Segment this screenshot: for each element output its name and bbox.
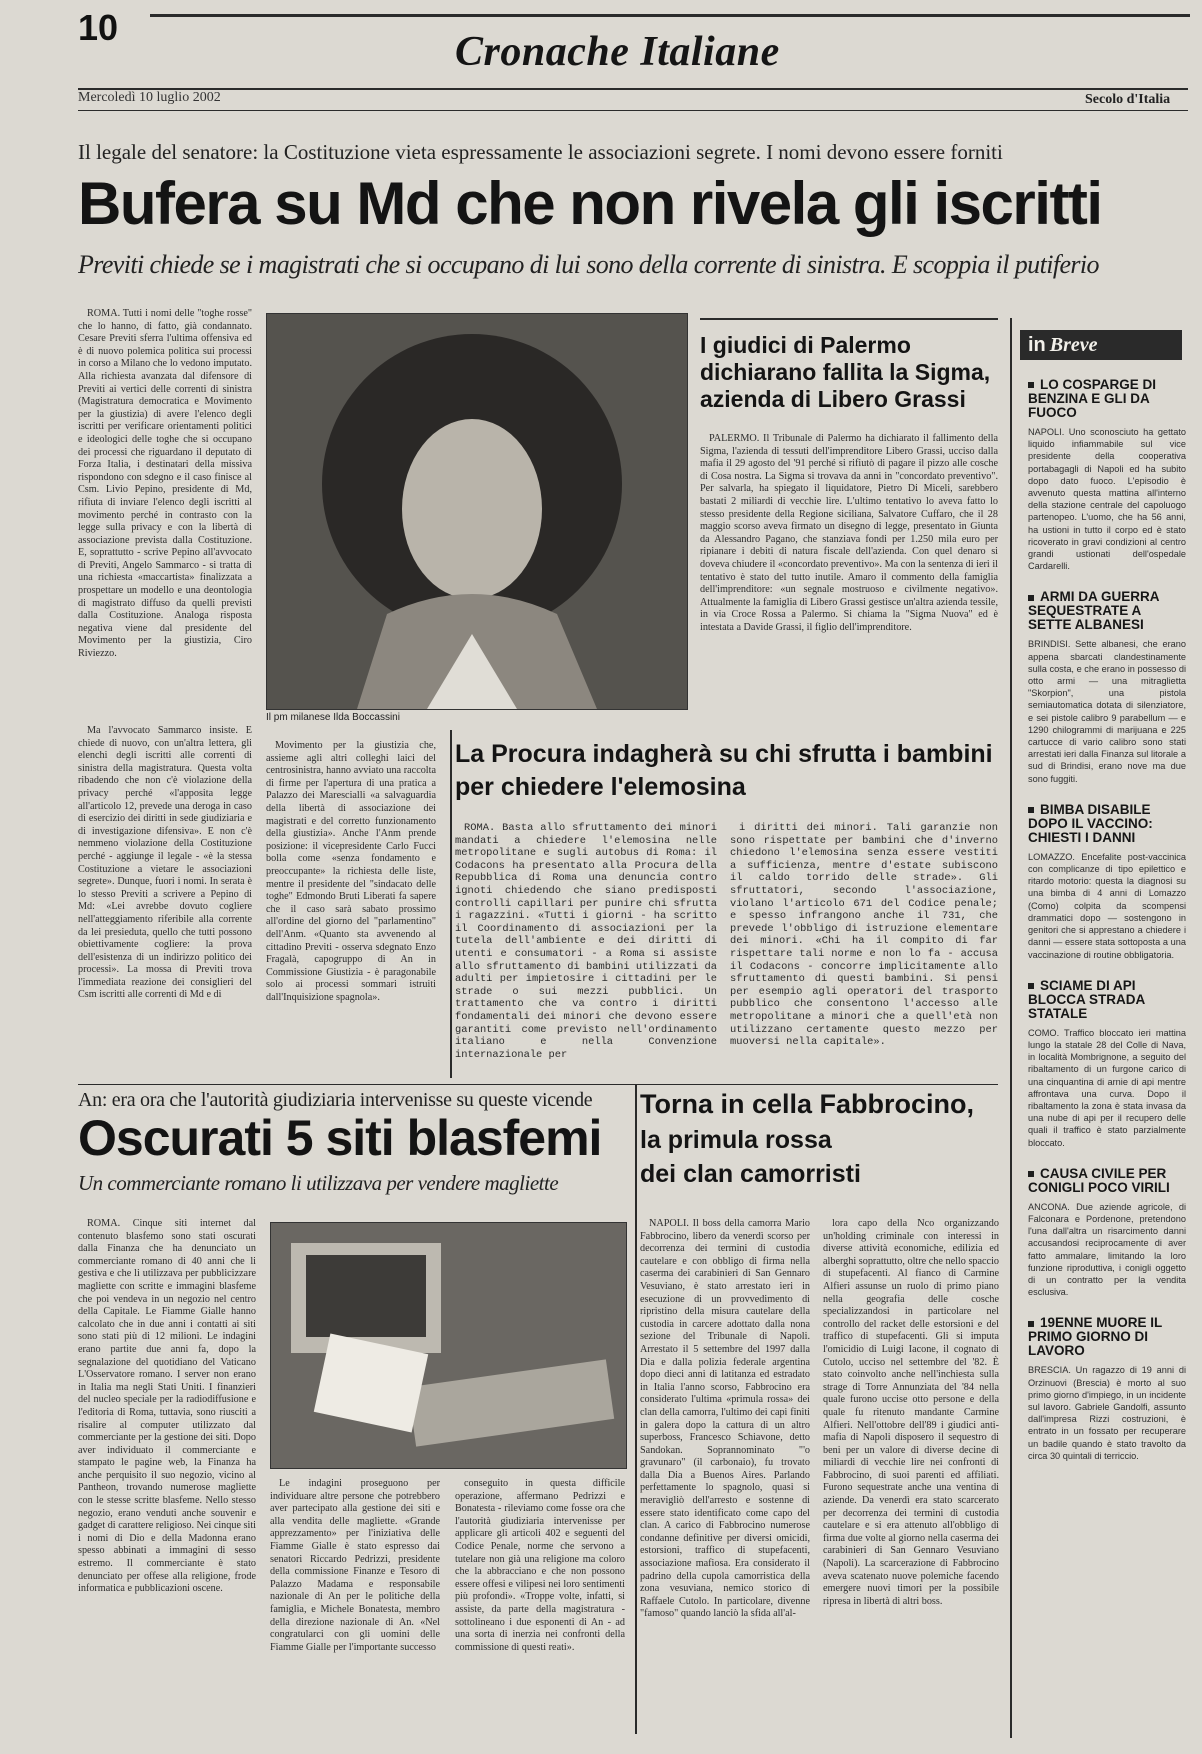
main-kicker: Il legale del senatore: la Costituzione vieta espressamente le associazioni segrete. I nomi devono essere forniti xyxy=(78,140,1003,164)
issue-date: Mercoledì 10 luglio 2002 xyxy=(78,90,221,105)
brief-title: LO COSPARGE DI BENZINA E GLI DA FUOCO xyxy=(1028,378,1157,420)
photo-caption: Il pm milanese Ilda Boccassini xyxy=(266,712,400,723)
main-col-2 xyxy=(78,725,252,1085)
brief-title: 19ENNE MUORE IL PRIMO GIORNO DI LAVORO xyxy=(1028,1315,1163,1359)
brief-item xyxy=(1028,590,1186,784)
in-breve-list xyxy=(1028,378,1186,1738)
bullet-icon xyxy=(1028,807,1034,813)
brief-body: LOMAZZO. Encefalite post-vaccinica con complicanze di tipo epilettico e ritardo motorio: questa la diagnosi su una bimba di 4 anni di Lomazzo (Como) colpita da scompensi drammatici dopo — sostengono in genitori che si apprestano a chiedere i danni — essere stata sottoposta a una vaccinazione di routine obbligatoria. xyxy=(1028,851,1186,960)
procura-col-2 xyxy=(730,822,998,1080)
palermo-body xyxy=(700,433,998,703)
procura-col-1-text: ROMA. Basta allo sfruttamento dei minori mandati a chiedere l'elemosina nelle metropolitane e sugli autobus di Roma: il Codacons ha presentato alla Procura della Repubblica di Roma una denuncia contro ignoti chiedendo che siano predisposti controlli capillari per punire chi sfrutta i ragazzini. «Tutti i giorni - ha scritto il Coordinamento di associazioni per la tutela dell'ambiente e dei diritti di utenti e consumatori - a Roma si assiste allo sfruttamento di bambini utilizzati da adulti per impietosire i cittadini per le strade o sui mezzi pubblici. Un trattamento che va contro i diritti fondamentali dei minori che devono essere garantiti come previsto nell'ordinamento italiano e nella Convenzione internazionale per xyxy=(455,822,717,1061)
fabbrocino-col-2 xyxy=(823,1218,999,1733)
main-col-3-text: Movimento per la giustizia che, assieme agli altri colleghi laici del centrosinistra, hanno avviato una raccolta di firme per l'apertura di una pratica a Palazzo dei Marescialli «a salvaguardia della libertà di associazione dei magistrati e del corretto funzionamento della giustizia». Anche l'Anm prende posizione: il vicepresidente Carlo Fucci bolla come «senza fondamento e preoccupante» la richiesta delle liste, mentre il presidente del "sindacato delle toghe" Edmondo Bruti Liberati fa sapere che il caso sarà sabato prossimo all'ordine del giorno del "parlamentino" dell'Anm. «Quanto sta avvenendo al cittadino Previti - osserva sdegnato Enzo Fragalà, capogruppo di An in Commissione Giustizia - è paragonabile solo ai processi sommari istruiti dall'Inquisizione spagnola». xyxy=(266,740,436,1003)
portrait-image xyxy=(267,314,687,709)
header-top-rule xyxy=(150,14,1190,17)
brief-body: NAPOLI. Uno sconosciuto ha gettato liquido infiammabile sul vice presidente della cooperativa portabagagli di Napoli ed ha subito dopo dato fuoco. L'episodio è avvenuto questa mattina all'interno della stazione centrale del capoluogo partenopeo. L'uomo, che ha 56 anni, ha ustioni in tutto il corpo ed è stato ricoverato in gravi condizioni al centro grandi ustionati dell'ospedale Cardarelli. xyxy=(1028,427,1186,572)
bullet-icon xyxy=(1028,1171,1034,1177)
brief-body: COMO. Traffico bloccato ieri mattina lungo la statale 28 del Colle di Nava, in località Mombrignone, a seguito del ribaltamento di un furgone carico di una cinquantina di arnie di api mentre affrontava una curva. Dopo il ribaltamento la zona è stata invasa da una nube di api per il recupero delle quali il traffico è stato parzialmente bloccato. xyxy=(1028,1027,1186,1148)
section-title: Cronache Italiane xyxy=(455,29,780,75)
siti-subhead: Un commerciante romano li utilizzava per vendere magliette xyxy=(78,1171,559,1195)
main-headline: Bufera su Md che non rivela gli iscritti xyxy=(78,170,1102,237)
in-breve-label-breve: Breve xyxy=(1049,334,1098,356)
brief-item xyxy=(1028,1316,1186,1462)
newspaper-name: Secolo d'Italia xyxy=(1085,92,1171,107)
brief-title: CAUSA CIVILE PER CONIGLI POCO VIRILI xyxy=(1028,1165,1170,1195)
siti-headline: Oscurati 5 siti blasfemi xyxy=(78,1110,602,1166)
header-bottom-rule xyxy=(78,110,1188,111)
procura-col-1 xyxy=(455,822,717,1080)
bullet-icon xyxy=(1028,595,1034,601)
brief-body: BRINDISI. Sette albanesi, che erano appena sbarcati clandestinamente sulla costa, e che erano in possesso di otto armi — una mitraglietta "Skorpion", una pistola semiautomatica dotata di silenziatore, e sei pistole calibro 9 parabellum — e 1290 chilogrammi di marijuana e 225 cartucce di vario calibro sono stati arrestati ieri dalla Finanza sul litorale a sud di Brindisi, erano nove ma due sono fuggiti. xyxy=(1028,639,1186,784)
brief-item xyxy=(1028,979,1186,1149)
siti-col-1-text: ROMA. Cinque siti internet dal contenuto blasfemo sono stati oscurati dalla Finanza che ha denunciato un commerciante romano di 40 anni che li gestiva e che li utilizzava per pubblicizzare magliette con scritte e immagini blasfeme che poi vendeva in un negozio nel centro della Capitale. Le Fiamme Gialle hanno calcolato che in due anni i contatti ai siti sono stati più di 12 milioni. Le indagini erano partite due anni fa, dopo la segnalazione del quotidiano del Vaticano L'Osservatore romano. I server non erano in Italia ma negli Stati Uniti. I finanzieri del nucleo speciale per la radiodiffusione e l'editoria di Roma, tuttavia, sono riusciti a risalire al computer utilizzato dal commerciante per la gestione dei siti. Dopo aver individuato il commerciante e stampato le pagine web, la Finanza ha anche perquisito il suo negozio, vicino al Pantheon, trovando numerose magliette con le stesse scritte blasfeme. Nello stesso negozio, erano venduti anche souvenir e gadget di carattere religioso. Nei cinque siti i nomi di Dio e della Madonna erano spesso abbinati a immagini di sesso estremo. Il commerciante è stato denunciato per offese alla religione, frode informatica e pubblicazioni oscene. xyxy=(78,1218,256,1595)
fabbrocino-col-2-text: lora capo della Nco organizzando un'holding criminale con interessi in diverse attività economiche, edilizia ed alberghi soprattutto, oltre che nello spaccio di stupefacenti. Al fianco di Carmine Alfieri assunse un ruolo di primo piano nella geografia delle cosche specializzandosi in particolare nel controllo del racket delle estorsioni e del traffico di stupefacenti. Gli si imputa l'omicidio di Luigi Iacone, il cognato di Cutolo, ucciso nel settembre del '82. È stato coinvolto anche nell'inchiesta sulla strage di Torre Annunziata del '84 nella quale furono uccise otto persone e della quale fu ritenuto mandante Carmine Alfieri. Nell'ottobre dell'89 i giudici anti-mafia di Napoli disposero il sequestro di beni per un valore di diverse decine di miliardi di vecchie lire nei confronti di Fabbrocino, di suoi parenti ed affiliati. Furono sequestrate anche una ventina di aziende. Da venerdì era stato scarcerato per decorrenza dei termini di custodia cautelare e si era attenuto all'obbligo di firma due volte al giorno nella caserma dei carabinieri di San Gennaro Vesuviano (Napoli). La scarcerazione di Fabbrocino aveva scatenato nuove polemiche facendo emergere nuovi timori per la possibile ripresa in libertà di altri boss. xyxy=(823,1218,999,1607)
siti-col-1 xyxy=(78,1218,256,1733)
main-col-1-text: ROMA. Tutti i nomi delle "toghe rosse" che lo hanno, di fatto, già condannato. Cesare Previti sferra l'ultima offensiva ed è di nuovo polemica politica sui processi in corso a Milano che lo vedono imputato. Alla richiesta avanzata dal difensore di Previti ai vertici delle correnti di sinistra (Magistratura democratica e Movimento per la giustizia) di avere l'elenco degli iscritti per verificare orientamenti politici e ideologici delle toghe che si occupano dei processi che riguardano il deputato di Forza Italia, i destinatari della missiva rispondono con sdegno e il caso finisce al Csm. Livio Pepino, presidente di Md, rifiuta di inviare l'elenco degli iscritti al movimento perché in contrasto con la legge sulla privacy e con la libertà di associazione prevista dalla Costituzione. E, soprattutto - scrive Pepino all'avvocato di Previti, Angelo Sammarco - si tratta di una richiesta «maccartista» finalizzata a prospettare un modello e una deontologia di magistrato diffuso da quelli previsti dalla Costituzione. Analoga risposta negativa viene dal presidente del Movimento per la giustizia, Ciro Riviezzo. xyxy=(78,308,252,660)
bullet-icon xyxy=(1028,983,1034,989)
brief-item xyxy=(1028,803,1186,961)
brief-item xyxy=(1028,378,1186,572)
siti-col-3-text: conseguito in questa difficile operazione, affermano Pedrizzi e Bonatesta - rileviamo come fosse ora che l'autorità giudiziaria intervenisse per applicare gli articoli 402 e seguenti del Codice Penale, norme che servono a tutelare non già una religione ma coloro che la abbracciano e che non possono essere offesi e vilipesi nei loro sentimenti più profondi». «Troppe volte, infatti, si assiste, da parte della magistratura - sottolineano i due esponenti di An - ad una sorta di inerzia nei confronti della commissione di questi reati». xyxy=(455,1478,625,1653)
fabbrocino-headline-1: Torna in cella Fabbrocino, xyxy=(640,1089,975,1119)
fabbrocino-headline-3: dei clan camorristi xyxy=(640,1160,861,1188)
brief-title: BIMBA DISABILE DOPO IL VACCINO: CHIESTI I DANNI xyxy=(1028,801,1153,845)
siti-col-2-text: Le indagini proseguono per individuare altre persone che potrebbero aver partecipato alla gestione dei siti e alla vendita delle magliette. «Grande apprezzamento» per l'iniziativa delle Fiamme Gialle è stato espresso dai senatori Riccardo Pedrizzi, presidente della commissione Finanze e Tesoro di Palazzo Madama e responsabile nazionale di An per le politiche della famiglia, e Michele Bonatesta, membro della direzione nazionale di An. «Nel congratularci con gli uomini delle Fiamme Gialle per l'importante successo xyxy=(270,1478,440,1653)
fabbrocino-col-1-text: NAPOLI. Il boss della camorra Mario Fabbrocino, libero da venerdì scorso per decorrenza dei termini di custodia cautelare e con obbligo di firma nella caserma dei carabinieri di San Gennaro Vesuviano, è stato arrestato ieri in esecuzione di un provvedimento di ripristino della misura cautelare della custodia in carcere adottato dalla nona sezione del Tribunale di Napoli. Arrestato il 5 settembre del 1997 dalla Dia e dalla polizia federale argentina dopo dieci anni di latitanza ed estradato in Italia l'anno scorso, Fabbrocino era considerato l'ultima «primula rossa» dei clan della camorra, l'ultimo dei capi finiti in galera dopo la cattura di un altro superboss, Francesco Schiavone, detto Sandokan. Soprannominato "'o gravunaro" (il carbonaio), fu trovato dalla Dia a Buenos Aires. Parlando perfettamente lo spagnolo, quasi si meravigliò dell'arresto e sostenne di essere stato identificato come capo del clan. A carico di Fabbrocino numerose condanne definitive per diversi omicidi, estorsioni, traffico di stupefacenti, associazione mafiosa. Era considerato il padrino della cupola camorristica della zona vesuviana, nemico storico di Raffaele Cutolo. In particolare, divenne "famoso" quando lanciò la sfida all'al- xyxy=(640,1218,810,1620)
header-rule xyxy=(78,88,1188,90)
procura-vrule xyxy=(450,730,452,1078)
sidebar-vrule xyxy=(1010,318,1012,1738)
bullet-icon xyxy=(1028,382,1034,388)
fabbrocino-vrule xyxy=(635,1084,637,1734)
procura-col-2-text: i diritti dei minori. Tali garanzie non sono rispettate per bambini che d'inverno chiedono l'elemosina senza essere vestiti a sufficienza, mentre d'estate subiscono il caldo torrido delle strade». Gli sfruttatori, secondo l'associazione, violano l'articolo 671 del Codice penale; e spesso infrangono anche il 731, che prevede l'obbligo di istruzione elementare dei minori. «Chi ha il compito di far rispettare tali norme e non lo fa - accusa il Codacons - concorre implicitamente allo sfruttamento di questi bambini. Si pensi per esempio agli operatori del trasporto pubblico che consentono l'accesso alle metropolitane a minori che a quell'età non utilizzano certamente questo mezzo per muoversi nella capitale». xyxy=(730,822,998,1049)
page-number: 10 xyxy=(78,7,119,48)
brief-title: ARMI DA GUERRA SEQUESTRATE A SETTE ALBANESI xyxy=(1028,589,1159,633)
siti-kicker: An: era ora che l'autorità giudiziaria intervenisse su queste vicende xyxy=(78,1089,593,1111)
brief-body: BRESCIA. Un ragazzo di 19 anni di Orzinuovi (Brescia) è morto al suo primo giorno d'impiego, in un incidente sul lavoro. Gabriele Gandolfi, assunto dall'impresa Rizzi costruzioni, è entrato in un fossato per recuperare un badile quando è stato travolto da circa 30 quintali di terriccio. xyxy=(1028,1365,1186,1461)
fabbrocino-col-1 xyxy=(640,1218,810,1733)
brief-item xyxy=(1028,1167,1186,1299)
brief-body: ANCONA. Due aziende agricole, di Falconara e Pordenone, pretendono l'una dall'altra un risarcimento danni accusandosi reciprocamente di aver fatto ammalare, limitando la loro funzione riproduttiva, i conigli oggetto di un contratto per la vendita esclusiva. xyxy=(1028,1201,1186,1298)
fabbrocino-headline-2: la primula rossa xyxy=(640,1126,832,1154)
in-breve-label-in: in xyxy=(1028,334,1046,356)
computer-image xyxy=(271,1223,626,1468)
palermo-rule xyxy=(700,318,998,320)
palermo-headline: I giudici di Palermo dichiarano fallita la Sigma, azienda di Libero Grassi xyxy=(700,332,991,412)
siti-col-3 xyxy=(455,1478,625,1733)
siti-top-rule xyxy=(78,1084,998,1085)
brief-title: SCIAME DI API BLOCCA STRADA STATALE xyxy=(1028,977,1145,1021)
in-breve-banner xyxy=(1020,330,1182,360)
procura-headline: La Procura indagherà su chi sfrutta i bambini per chiedere l'elemosina xyxy=(455,740,993,801)
computer-photo xyxy=(270,1222,627,1469)
main-subhead: Previti chiede se i magistrati che si occupano di lui sono della corrente di sinistra. E scoppia il putiferio xyxy=(78,250,1099,279)
palermo-body-text: PALERMO. Il Tribunale di Palermo ha dichiarato il fallimento della Sigma, l'azienda di tessuti dell'imprenditore Libero Grassi, ucciso dalla mafia il 29 agosto del '91 perché si rifiutò di pagare il pizzo alle cosche di Cosa nostra. La Sigma si trovava da anni in "concordato preventivo". Per salvarla, ha spiegato il liquidatore, Pietro Di Miceli, sarebbero bastati 2 miliardi di vecchie lire. L'ultimo tentativo lo aveva fatto lo stesso presidente della Regione siciliana, Salvatore Cuffaro, che il 28 maggio scorso aveva firmato un disegno di legge, presentato in Giunta da Alessandro Pagano, che stanziava fondi per 1.250 mila euro per ripianare i debiti di natura fiscale dell'azienda. Con quel denaro si doveva chiudere il «concordato preventivo». Ma con la sentenza di ieri il tentativo è stato del tutto inutile. Amaro il commento della famiglia dell'imprenditore: «un segnale mostruoso e civilmente negativo». Attualmente la famiglia di Libero Grassi gestisce un'altra azienda tessile, in via Croce Rossa a Palermo. Si chiama la "Sigma Nuova" ed è intestata a Davide Grassi, il figlio dell'imprenditore. xyxy=(700,433,998,633)
bullet-icon xyxy=(1028,1321,1034,1327)
main-col-2-text: Ma l'avvocato Sammarco insiste. E chiede di nuovo, con un'altra lettera, gli elenchi degli iscritti alle correnti di sinistra della magistratura. Questa volta ribadendo che non c'è violazione della privacy perché «l'apposita legge all'articolo 12, prevede una deroga in caso di esercizio dei diritti in sede giudiziaria e di investigazione difensiva». E non c'è nemmeno violazione della Costituzione perché - aggiunge il legale - «è la stessa Costituzione a vietare le associazioni segrete». Dunque, fuori i nomi. In serata è lo stesso Previti a scrivere a Pepino di Md: «Lei avrebbe dovuto cogliere nell'atteggiamento riferibile alla corrente da lei presieduta, quello che tutti possono obiettivamente cogliere: la prova dell'esistenza di un indirizzo politico dei processi». La mossa di Previti trova l'immediata reazione dei consiglieri del Csm iscritti alle correnti di Md e di xyxy=(78,725,252,1001)
boccassini-photo xyxy=(266,313,688,710)
siti-col-2 xyxy=(270,1478,440,1733)
main-col-3 xyxy=(266,740,436,1085)
